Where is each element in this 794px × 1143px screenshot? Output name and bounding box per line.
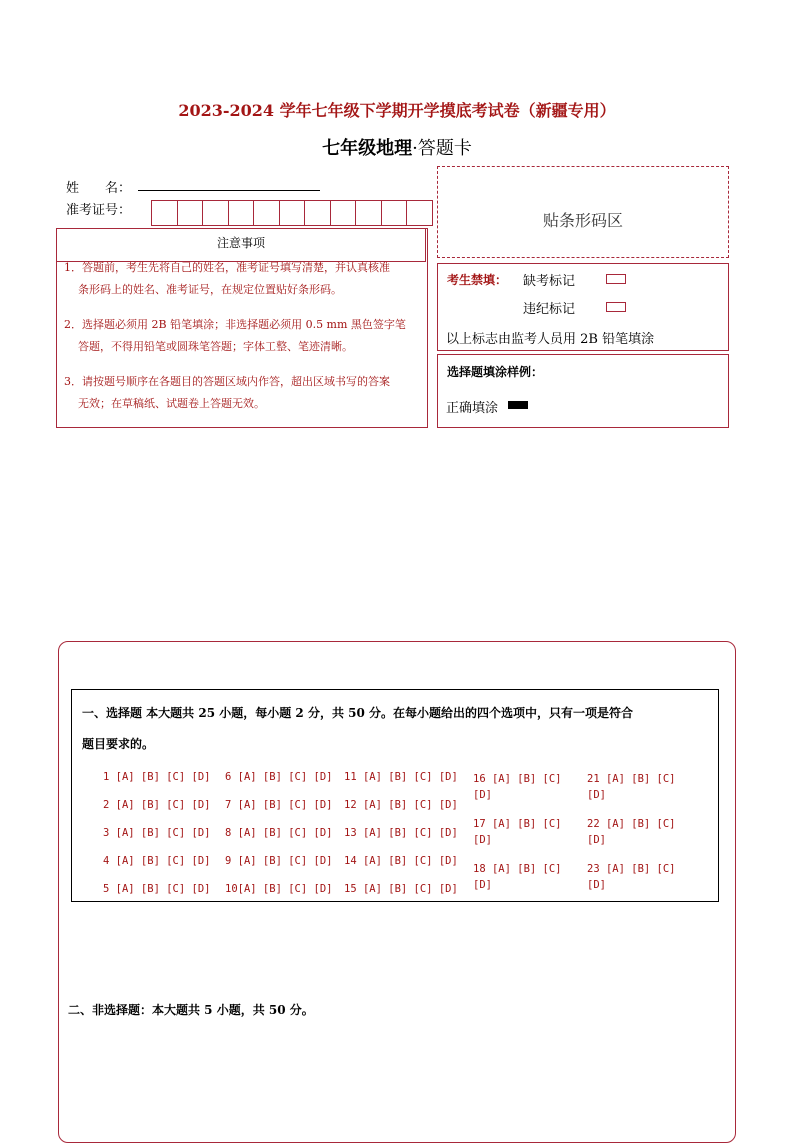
notice-line: 1．答题前，考生先将自己的姓名，准考证号填写清楚，并认真核准 — [64, 261, 390, 274]
question-option-row[interactable]: 6 [A] [B] [C] [D] — [225, 771, 333, 783]
notice-line: 2．选择题必须用 2B 铅笔填涂；非选择题必须用 0.5 mm 黑色签字笔 — [64, 318, 406, 331]
name-field[interactable] — [138, 190, 320, 191]
question-option-row[interactable]: 18 [A] [B] [C] [D] — [473, 863, 562, 891]
id-number-boxes[interactable] — [151, 200, 432, 226]
id-digit-box[interactable] — [355, 200, 382, 226]
notice-line: 无效；在草稿纸、试题卷上答题无效。 — [78, 397, 265, 410]
filled-sample-mark — [508, 401, 528, 409]
card-title-suffix: ·答题卡 — [412, 138, 472, 159]
sample-title: 选择题填涂样例： — [447, 365, 544, 379]
id-digit-box[interactable] — [177, 200, 204, 226]
question-option-row[interactable]: 13 [A] [B] [C] [D] — [344, 827, 458, 839]
question-option-row[interactable]: 7 [A] [B] [C] [D] — [225, 799, 333, 811]
forbid-label: 考生禁填： — [447, 273, 508, 287]
question-option-row[interactable]: 4 [A] [B] [C] [D] — [103, 855, 211, 867]
id-label: 准考证号： — [66, 203, 132, 218]
id-digit-box[interactable] — [202, 200, 229, 226]
question-option-row[interactable]: 22 [A] [B] [C] [D] — [587, 818, 676, 846]
question-option-row[interactable]: 23 [A] [B] [C] [D] — [587, 863, 676, 891]
id-digit-box[interactable] — [330, 200, 357, 226]
section1-title: 一、选择题 本大题共 25 小题，每小题 2 分，共 50 分。在每小题给出的四个选项中，只有一项是符合 — [82, 706, 633, 720]
notice-line: 条形码上的姓名、准考证号，在规定位置贴好条形码。 — [78, 283, 342, 296]
question-option-row[interactable]: 21 [A] [B] [C] [D] — [587, 773, 676, 801]
question-option-row[interactable]: 12 [A] [B] [C] [D] — [344, 799, 458, 811]
question-option-row[interactable]: 15 [A] [B] [C] [D] — [344, 883, 458, 895]
question-option-row[interactable]: 2 [A] [B] [C] [D] — [103, 799, 211, 811]
card-title-subject: 七年级地理 — [322, 138, 413, 159]
id-digit-box[interactable] — [151, 200, 178, 226]
question-option-row[interactable]: 11 [A] [B] [C] [D] — [344, 771, 458, 783]
question-option-row[interactable]: 5 [A] [B] [C] [D] — [103, 883, 211, 895]
violation-mark-box[interactable] — [606, 302, 626, 312]
name-label: 姓 名： — [66, 181, 132, 196]
id-digit-box[interactable] — [381, 200, 408, 226]
question-option-row[interactable]: 9 [A] [B] [C] [D] — [225, 855, 333, 867]
section2-title: 二、非选择题：本大题共 5 小题，共 50 分。 — [68, 1003, 314, 1017]
id-digit-box[interactable] — [304, 200, 331, 226]
id-digit-box[interactable] — [406, 200, 433, 226]
question-option-row[interactable]: 3 [A] [B] [C] [D] — [103, 827, 211, 839]
forbid-note: 以上标志由监考人员用 2B 铅笔填涂 — [446, 332, 655, 347]
absent-label: 缺考标记 — [523, 274, 576, 289]
question-option-row[interactable]: 8 [A] [B] [C] [D] — [225, 827, 333, 839]
violation-label: 违纪标记 — [523, 302, 576, 317]
exam-title: 2023-2024 学年七年级下学期开学摸底考试卷（新疆专用） — [178, 101, 616, 120]
question-option-row[interactable]: 1 [A] [B] [C] [D] — [103, 771, 211, 783]
notice-line: 答题，不得用铅笔或圆珠笔答题；字体工整、笔迹清晰。 — [78, 340, 353, 353]
id-digit-box[interactable] — [228, 200, 255, 226]
question-option-row[interactable]: 16 [A] [B] [C] [D] — [473, 773, 562, 801]
notice-title: 注意事项 — [216, 236, 265, 250]
absent-mark-box[interactable] — [606, 274, 626, 284]
notice-line: 3．请按题号顺序在各题目的答题区域内作答，超出区域书写的答案 — [64, 375, 390, 388]
correct-fill-label: 正确填涂 — [446, 401, 499, 416]
id-digit-box[interactable] — [279, 200, 306, 226]
question-option-row[interactable]: 10[A] [B] [C] [D] — [225, 883, 333, 895]
id-digit-box[interactable] — [253, 200, 280, 226]
section1-title-cont: 题目要求的。 — [82, 737, 155, 751]
question-option-row[interactable]: 14 [A] [B] [C] [D] — [344, 855, 458, 867]
barcode-label: 贴条形码区 — [542, 211, 623, 230]
card-title — [0, 134, 794, 160]
question-option-row[interactable]: 17 [A] [B] [C] [D] — [473, 818, 562, 846]
